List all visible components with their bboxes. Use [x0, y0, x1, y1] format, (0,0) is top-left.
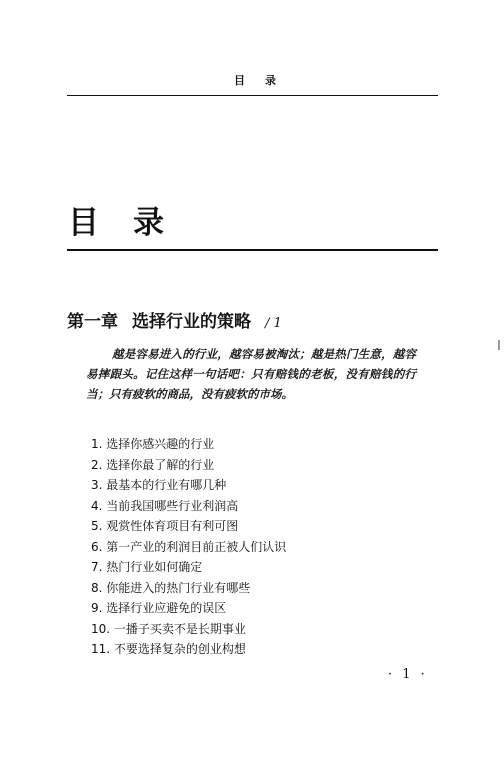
toc-item[interactable]: 9. 选择行业应避免的误区 [91, 601, 227, 615]
page-title: 目录 [68, 205, 198, 241]
chapter-summary: 越是容易进入的行业，越容易被淘汰；越是热门生意，越容易摔跟头。记住这样一句话吧：只有赔钱的老板，没有赔钱的行当；只有疲软的商品，没有疲软的市场。 [86, 347, 416, 401]
header-rule [67, 95, 438, 96]
toc-list [91, 434, 286, 660]
page-number: · 1 · [388, 667, 428, 682]
toc-item[interactable]: 10. 一播子买卖不是长期事业 [91, 621, 246, 636]
toc-item[interactable]: 7. 热门行业如何确定 [91, 560, 203, 574]
toc-item[interactable]: 6. 第一产业的利润目前正被人们认识 [91, 539, 287, 554]
chapter-page-ref: / 1 [265, 316, 282, 331]
scan-edge-mark [498, 340, 500, 350]
running-header: 目录 [234, 74, 296, 87]
toc-item[interactable]: 1. 选择你感兴趣的行业 [91, 437, 215, 451]
toc-item[interactable]: 5. 观赏性体育项目有利可图 [91, 519, 239, 533]
chapter-name: 选择行业的策略 [132, 312, 251, 332]
chapter-heading[interactable] [67, 311, 282, 335]
chapter-label: 第一章 [67, 312, 118, 332]
title-rule [67, 249, 438, 251]
toc-item[interactable]: 4. 当前我国哪些行业利润高 [91, 498, 239, 513]
toc-item[interactable]: 11. 不要选择复杂的创业构想 [91, 642, 246, 656]
toc-item[interactable]: 2. 选择你最了解的行业 [91, 457, 215, 472]
toc-item[interactable]: 8. 你能进入的热门行业有哪些 [91, 580, 251, 595]
toc-item[interactable]: 3. 最基本的行业有哪几种 [91, 478, 227, 492]
